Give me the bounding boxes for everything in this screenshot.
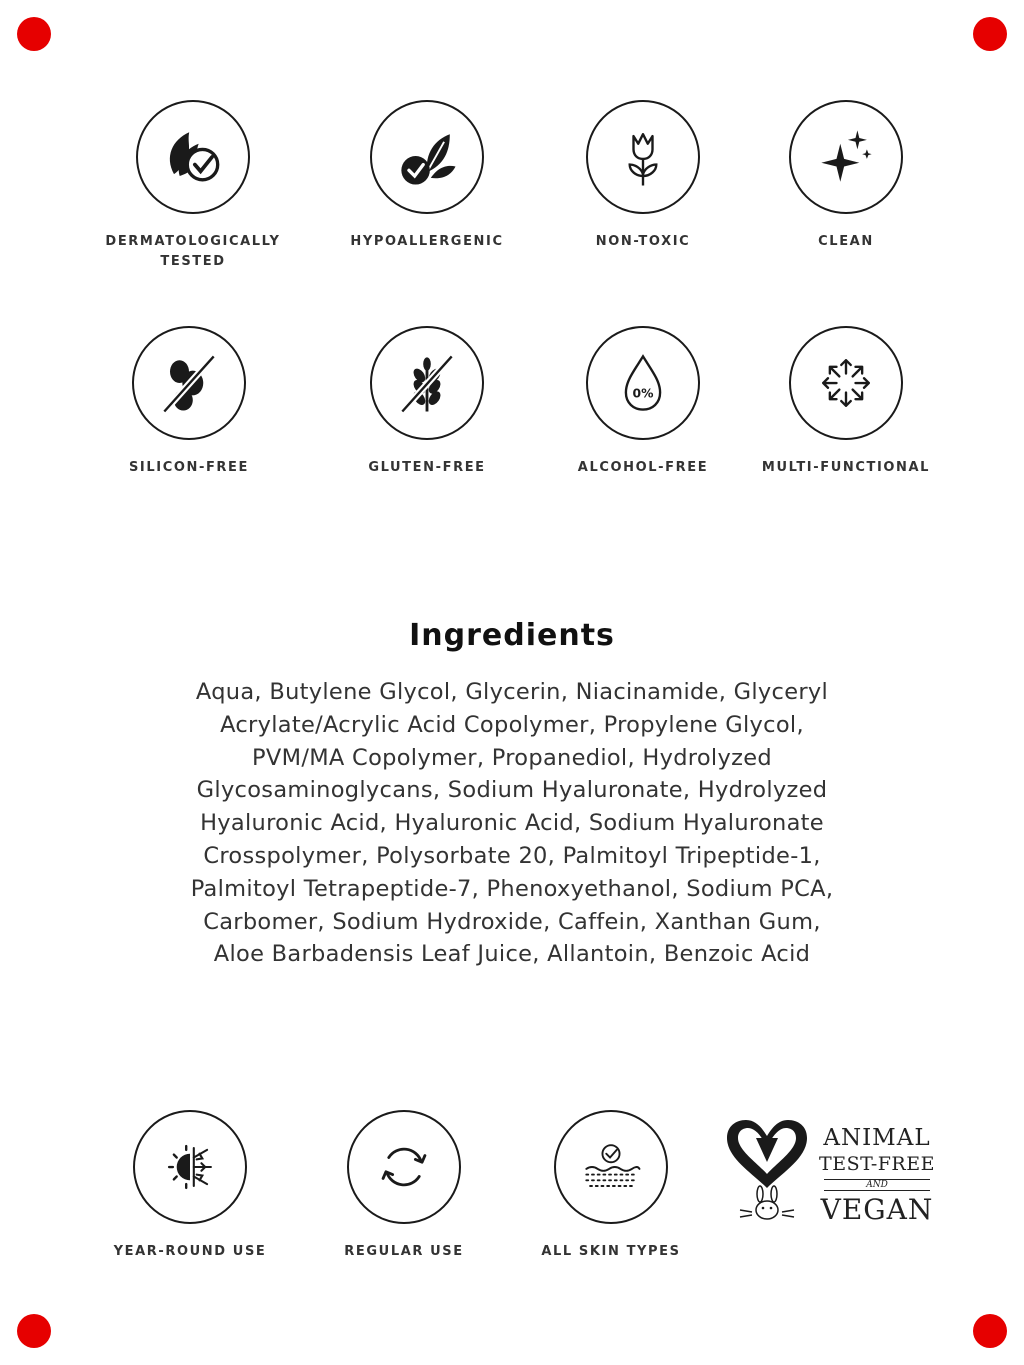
- corner-marker-bottom-right: [973, 1314, 1007, 1348]
- heart-bunny-icon: [722, 1118, 812, 1228]
- badge-regular-use: [294, 1110, 514, 1262]
- badge-label: DERMATOLOGICALLY TESTED: [105, 234, 281, 269]
- badge-label: MULTI-FUNCTIONAL: [761, 460, 931, 475]
- no-wheat-icon: [370, 326, 484, 440]
- leaves-check-icon: [370, 100, 484, 214]
- vegan-badge-text: [812, 1124, 942, 1226]
- ingredients-line: PVM/MA Copolymer, Propanediol, Hydrolyzed: [252, 744, 772, 771]
- badge-clean: [736, 100, 956, 252]
- badge-label: SILICON-FREE: [128, 460, 250, 475]
- corner-marker-top-right: [973, 17, 1007, 51]
- vegan-connector: AND: [824, 1179, 930, 1191]
- corner-marker-bottom-left: [17, 1314, 51, 1348]
- ingredients-list: [100, 676, 924, 971]
- badge-multi-functional: [736, 326, 956, 478]
- badge-non-toxic: [533, 100, 753, 252]
- badge-dermatologically-tested: [83, 100, 303, 272]
- badge-label: GLUTEN-FREE: [368, 460, 486, 475]
- ingredients-line: Palmitoyl Tetrapeptide-7, Phenoxyethanol, Sodium PCA,: [190, 875, 834, 902]
- badge-year-round-use: [80, 1110, 300, 1262]
- vegan-line-animal: ANIMAL: [823, 1125, 931, 1151]
- skin-layers-check-icon: [554, 1110, 668, 1224]
- badge-label: CLEAN: [818, 234, 874, 249]
- badge-label: HYPOALLERGENIC: [350, 234, 504, 249]
- badge-silicon-free: [79, 326, 299, 478]
- drop-percent-text: 0%: [632, 386, 654, 401]
- no-silicone-icon: [132, 326, 246, 440]
- ingredients-line: Crosspolymer, Polysorbate 20, Palmitoyl Tripeptide-1,: [203, 842, 821, 869]
- sparkles-icon: [789, 100, 903, 214]
- ingredients-line: Hyaluronic Acid, Hyaluronic Acid, Sodium Hyaluronate: [200, 810, 824, 837]
- vegan-line-vegan: VEGAN: [820, 1193, 934, 1226]
- ingredients-title: Ingredients: [409, 618, 615, 653]
- drop-zero-percent-icon: [586, 326, 700, 440]
- animal-test-free-vegan-badge: [722, 1118, 942, 1228]
- sun-snowflake-icon: [133, 1110, 247, 1224]
- refresh-icon: [347, 1110, 461, 1224]
- badge-label: YEAR-ROUND USE: [113, 1244, 267, 1259]
- badge-label: NON-TOXIC: [595, 234, 691, 249]
- badge-hypoallergenic: [317, 100, 537, 252]
- ingredients-line: Aloe Barbadensis Leaf Juice, Allantoin, Benzoic Acid: [213, 941, 811, 968]
- badge-gluten-free: [317, 326, 537, 478]
- arrows-outward-icon: [789, 326, 903, 440]
- badge-all-skin-types: [501, 1110, 721, 1262]
- corner-marker-top-left: [17, 17, 51, 51]
- badge-label: ALCOHOL-FREE: [577, 460, 709, 475]
- tulip-icon: [586, 100, 700, 214]
- badge-label: ALL SKIN TYPES: [541, 1244, 681, 1259]
- leaf-check-icon: [136, 100, 250, 214]
- vegan-line-test-free: TEST-FREE: [819, 1153, 935, 1175]
- ingredients-line: Acrylate/Acrylic Acid Copolymer, Propylene Glycol,: [220, 711, 804, 738]
- ingredients-line: Glycosaminoglycans, Sodium Hyaluronate, Hydrolyzed: [196, 777, 828, 804]
- ingredients-line: Carbomer, Sodium Hydroxide, Caffein, Xanthan Gum,: [203, 908, 821, 935]
- ingredients-line: Aqua, Butylene Glycol, Glycerin, Niacinamide, Glyceryl: [195, 679, 829, 705]
- badge-alcohol-free: [533, 326, 753, 478]
- badge-label: REGULAR USE: [344, 1244, 464, 1259]
